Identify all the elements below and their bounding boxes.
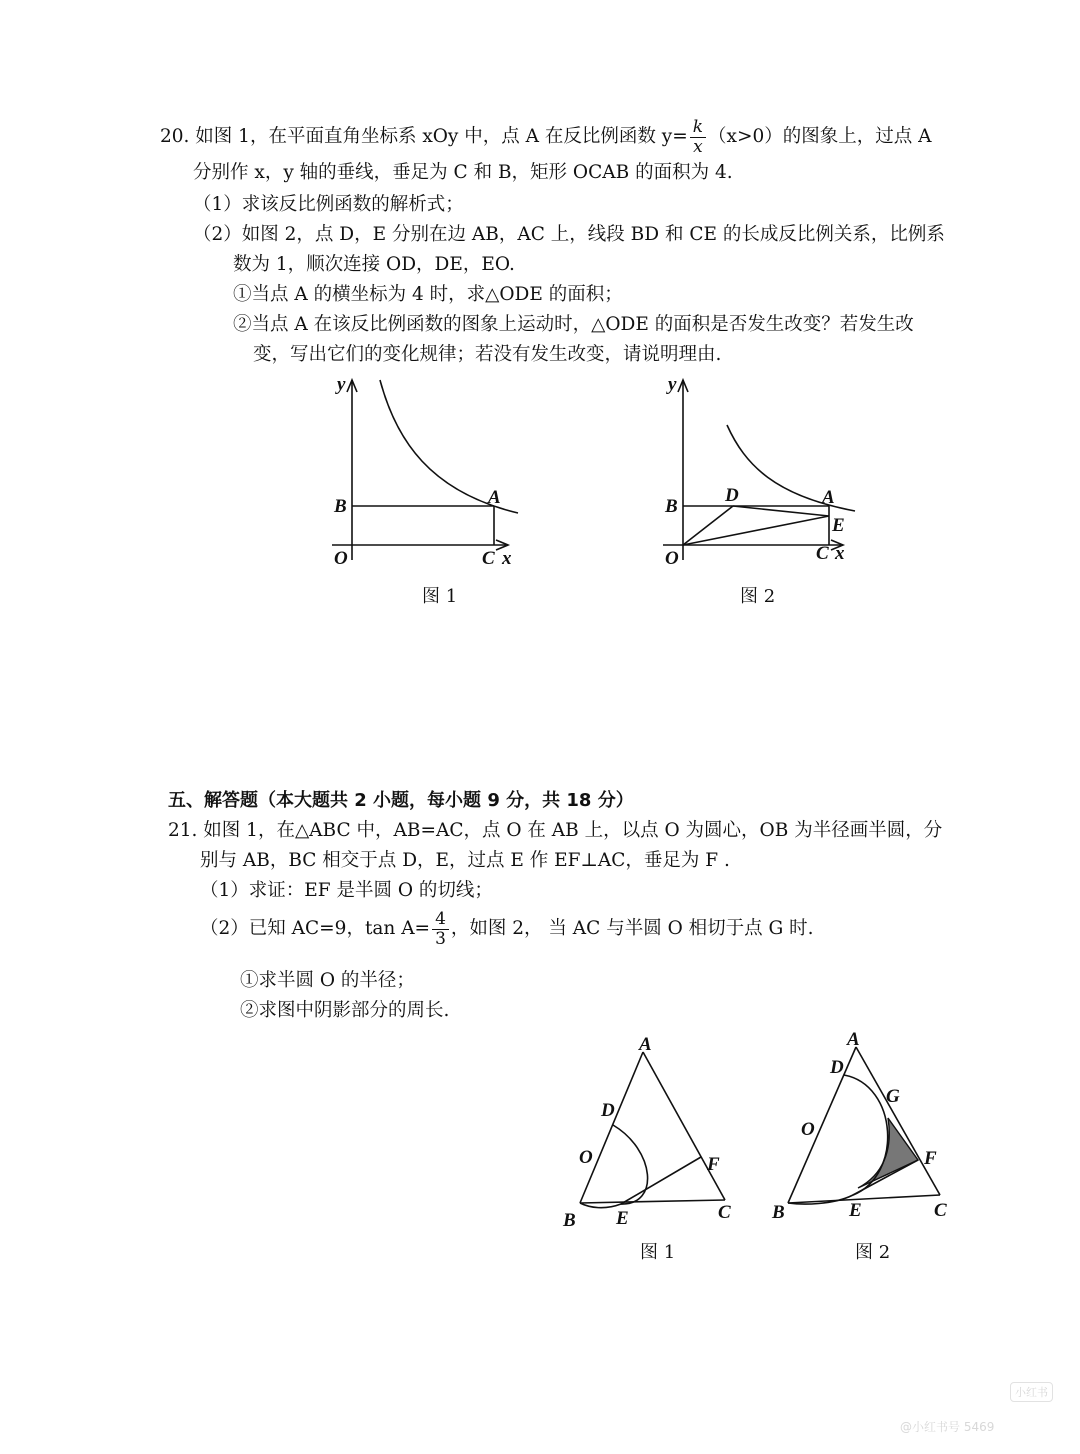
q20-sub1: ①当点 A 的横坐标为 4 时，求△ODE 的面积；: [233, 284, 623, 305]
q21-frac-num: 4: [432, 910, 449, 930]
watermark-logo: 小红书: [1010, 1382, 1053, 1402]
q20-sub2-b: 变，写出它们的变化规律；若没有发生改变，请说明理由.: [253, 344, 722, 365]
q20-frac-den: x: [693, 136, 703, 157]
watermark-id: @小红书号 5469: [900, 1420, 995, 1434]
q20-sub2-a: ②当点 A 在该反比例函数的图象上运动时，△ODE 的面积是否发生改变？若发生改: [233, 314, 914, 335]
q21f1-side-AB: [580, 1052, 643, 1203]
q20-part2-a: （2）如图 2，点 D，E 分别在边 AB，AC 上，线段 BD 和 CE 的长成反比例关系，比例系: [193, 224, 945, 245]
q21f1-side-AC: [643, 1052, 725, 1200]
section5-heading: 五、解答题（本大题共 2 小题，每小题 9 分，共 18 分）: [168, 790, 634, 811]
fig2-label-E: E: [832, 515, 845, 536]
q21f1-label-E: E: [616, 1208, 629, 1229]
q21f2-label-G: G: [886, 1086, 900, 1107]
fig1-label-C: C: [482, 548, 495, 569]
fig2-hyperbola: [727, 425, 855, 511]
q20-part2-b: 数为 1，顺次连接 OD，DE，EO.: [233, 254, 515, 275]
fig2-label-B: B: [665, 496, 678, 517]
q20-fig2-caption: 图 2: [740, 586, 776, 607]
q20-frac-num: k: [690, 118, 706, 138]
q21f1-label-D: D: [601, 1100, 615, 1121]
q21f2-label-O: O: [801, 1119, 815, 1140]
q21f1-label-B: B: [563, 1210, 576, 1231]
q21f1-label-O: O: [579, 1147, 593, 1168]
q21f2-side-AC: [856, 1047, 940, 1195]
fig2-label-O: O: [665, 548, 679, 569]
q21-frac-den: 3: [435, 928, 446, 949]
q21-figure-2: [768, 1025, 968, 1230]
q21f2-label-C: C: [934, 1200, 947, 1221]
q20-fraction: [690, 118, 706, 156]
q21f2-label-B: B: [772, 1202, 785, 1223]
q21-intro-b: 别与 AB，BC 相交于点 D，E，过点 E 作 EF⊥AC，垂足为 F .: [200, 850, 730, 871]
q21f2-label-A: A: [847, 1029, 860, 1050]
q21-intro-a: 21. 如图 1，在△ABC 中，AB=AC，点 O 在 AB 上，以点 O 为圆心，OB 为半径画半圆，分: [168, 820, 943, 841]
q20-intro-a: 20. 如图 1，在平面直角坐标系 xOy 中，点 A 在反比例函数 y=: [160, 126, 688, 148]
fig1-label-B: B: [334, 496, 347, 517]
q21-figure-1: [555, 1030, 755, 1230]
fig2-label-x: x: [835, 543, 845, 564]
fig1-label-x: x: [502, 548, 512, 569]
q21f2-side-BC: [788, 1195, 940, 1203]
q20-figure-1: [320, 370, 540, 570]
q21-sub2: ②求图中阴影部分的周长.: [240, 1000, 450, 1021]
q21f2-side-AB: [788, 1047, 856, 1203]
fig1-label-y: y: [337, 374, 346, 395]
q21f1-side-BC: [580, 1200, 725, 1203]
q21f2-label-E: E: [849, 1200, 862, 1221]
q20-fig1-caption: 图 1: [422, 586, 458, 607]
q21f1-label-C: C: [718, 1202, 731, 1223]
q21-fig2-caption: 图 2: [855, 1242, 891, 1263]
q20-intro-b: （x>0）的图象上，过点 A: [708, 126, 932, 148]
q21f2-label-F: F: [924, 1148, 937, 1169]
q21-part2-b: ，如图 2， 当 AC 与半圆 O 相切于点 G 时.: [450, 918, 814, 940]
q21-fraction: [432, 910, 449, 948]
fig2-segment-OD: [683, 506, 733, 545]
q21-part2: [200, 910, 814, 948]
q21f1-segment-EF: [621, 1157, 701, 1204]
fig1-label-O: O: [334, 548, 348, 569]
q21-fig1-caption: 图 1: [640, 1242, 676, 1263]
q20-line2: 分别作 x，y 轴的垂线，垂足为 C 和 B，矩形 OCAB 的面积为 4.: [193, 162, 733, 183]
q20-part1: （1）求该反比例函数的解析式；: [193, 194, 464, 215]
fig2-label-y: y: [668, 374, 677, 395]
q21f1-label-F: F: [707, 1154, 720, 1175]
q21f1-label-A: A: [639, 1034, 652, 1055]
fig2-label-A: A: [822, 487, 835, 508]
fig2-label-C: C: [816, 543, 829, 564]
fig2-segment-EO: [683, 516, 829, 545]
fig1-label-A: A: [488, 487, 501, 508]
q21-part1: （1）求证：EF 是半圆 O 的切线；: [200, 880, 493, 901]
q21-part2-a: （2）已知 AC=9，tan A=: [200, 918, 431, 940]
q21-sub1: ①求半圆 O 的半径；: [240, 970, 415, 991]
fig2-label-D: D: [725, 485, 739, 506]
q20-figure-2: [655, 370, 875, 570]
q20-line1: [160, 118, 932, 156]
fig2-segment-DE: [733, 506, 829, 516]
q21f2-label-D: D: [830, 1057, 844, 1078]
